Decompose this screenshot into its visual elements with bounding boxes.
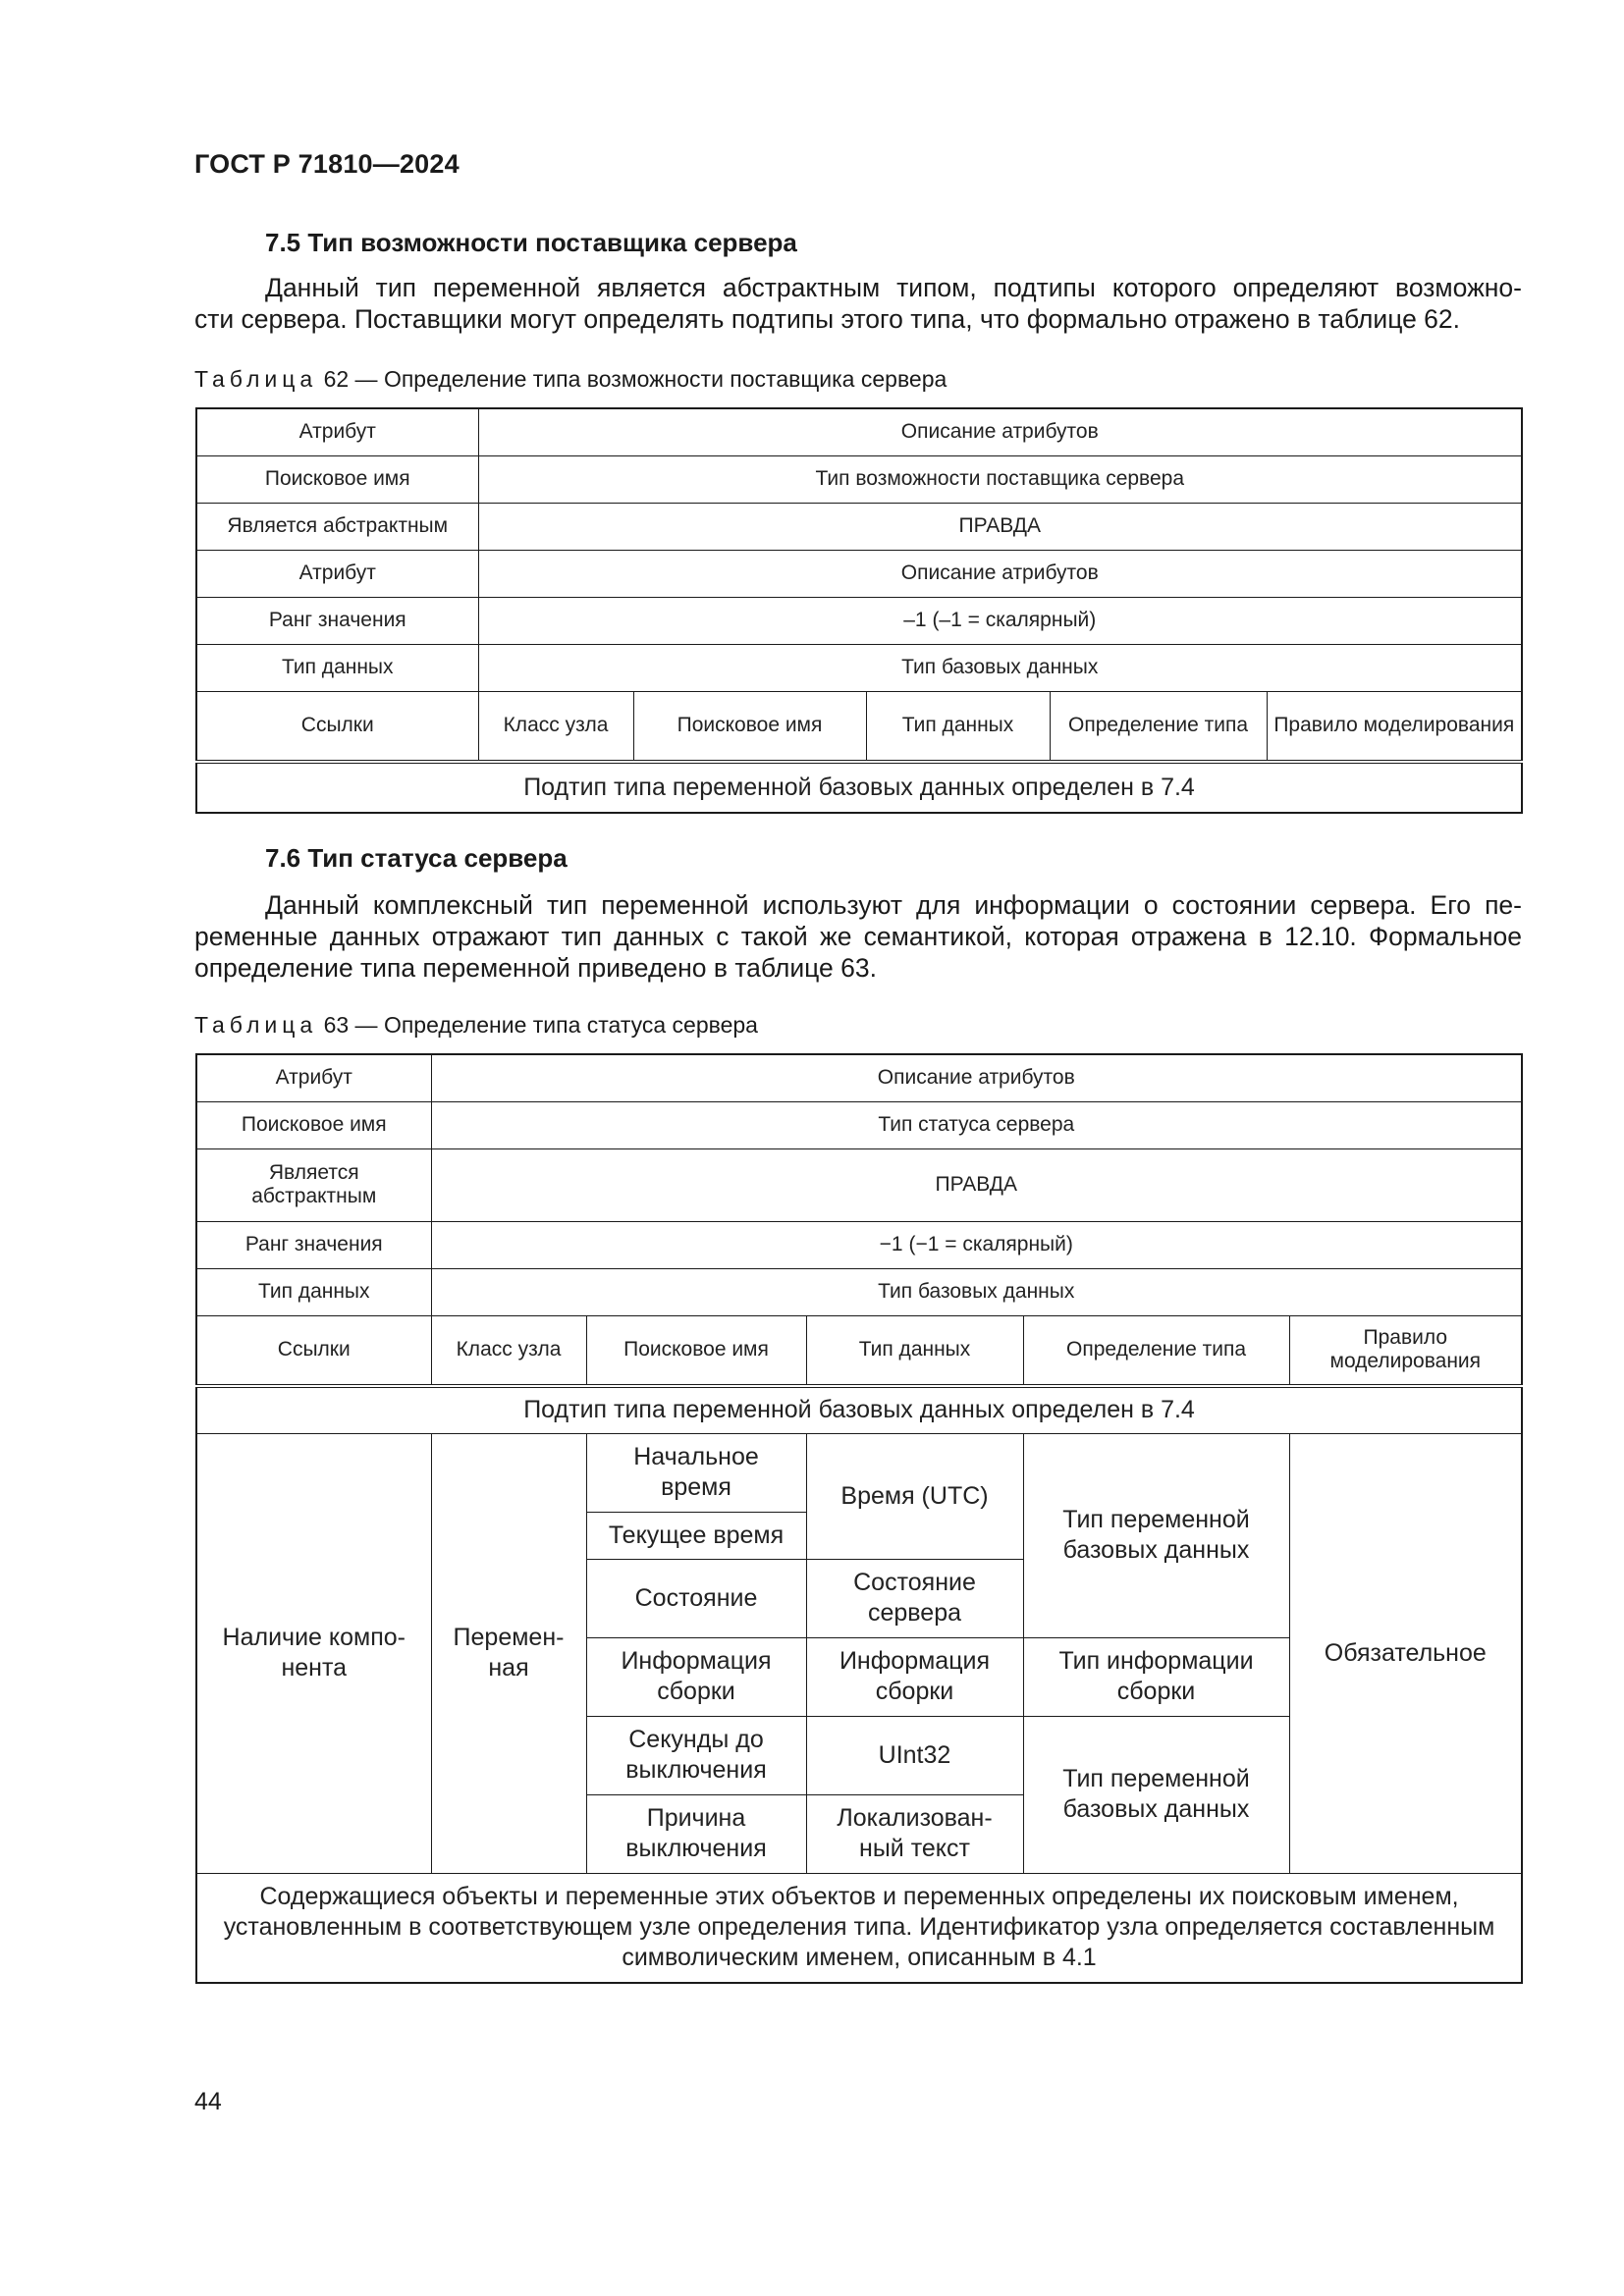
value-cell: ПРАВДА [478, 503, 1522, 550]
data-type-cell: Состояние сервера [806, 1559, 1023, 1637]
attr-cell: Тип данных [196, 644, 478, 691]
table-62 [195, 407, 1523, 814]
table-row [196, 1148, 1522, 1221]
table-footer-row [196, 762, 1522, 813]
header-cell: Тип данных [806, 1315, 1023, 1386]
table-row [196, 1054, 1522, 1101]
table-row [196, 644, 1522, 691]
paragraph-line: определение типа переменной приведено в таблице 63. [194, 953, 877, 983]
value-cell: Тип статуса сервера [431, 1101, 1522, 1148]
reference-cell: Наличие компо-нента [196, 1433, 431, 1873]
section-7-5-title: 7.5 Тип возможности поставщика сервера [265, 228, 797, 257]
table-row [196, 1221, 1522, 1268]
section-7-6-title: 7.6 Тип статуса сервера [265, 843, 568, 873]
attr-cell: Является абстрактным [196, 503, 478, 550]
attr-cell: Ранг значения [196, 597, 478, 644]
attr-cell: Является абстрактным [196, 1148, 431, 1221]
value-cell: Тип базовых данных [431, 1268, 1522, 1315]
section-7-5-paragraph [194, 272, 1522, 335]
subtype-cell: Подтип типа переменной базовых данных определен в 7.4 [196, 1386, 1522, 1433]
subtype-row [196, 1386, 1522, 1433]
browse-name-cell: Состояние [586, 1559, 806, 1637]
table-63-caption [194, 1012, 758, 1039]
table-row [196, 408, 1522, 455]
table-row [196, 1268, 1522, 1315]
header-cell: Ссылки [196, 691, 478, 762]
header-cell: Определение типа [1023, 1315, 1289, 1386]
browse-name-cell: Начальное время [586, 1433, 806, 1512]
document-header: ГОСТ Р 71810—2024 [194, 149, 460, 179]
value-cell: –1 (–1 = скалярный) [478, 597, 1522, 644]
header-cell: Тип данных [866, 691, 1050, 762]
data-type-cell: Локализован-ный текст [806, 1794, 1023, 1873]
references-header-row [196, 1315, 1522, 1386]
type-definition-cell: Тип информации сборки [1023, 1637, 1289, 1716]
header-cell: Поисковое имя [586, 1315, 806, 1386]
paragraph-line: Данный комплексный тип переменной используют для информации о состоянии сервера. Его пе- [265, 890, 1522, 920]
attr-cell: Атрибут [196, 1054, 431, 1101]
type-definition-cell: Тип переменной базовых данных [1023, 1716, 1289, 1873]
attr-cell: Тип данных [196, 1268, 431, 1315]
header-cell: Класс узла [478, 691, 633, 762]
header-cell: Ссылки [196, 1315, 431, 1386]
table-row [196, 1101, 1522, 1148]
table-row [196, 455, 1522, 503]
caption-text: 62 — Определение типа возможности поставщика сервера [323, 366, 947, 392]
footer-cell: Содержащиеся объекты и переменные этих объектов и переменных определены их поисковым именем, установленным в соответствующем узле определения типа. Идентификатор узла определяется составленным символическим именем, описанным в 4.1 [196, 1873, 1522, 1983]
header-cell: Класс узла [431, 1315, 586, 1386]
browse-name-cell: Информация сборки [586, 1637, 806, 1716]
section-7-6-paragraph [194, 889, 1522, 984]
browse-name-cell: Причина выключения [586, 1794, 806, 1873]
value-cell: Тип базовых данных [478, 644, 1522, 691]
page-number: 44 [194, 2088, 222, 2115]
header-cell: Поисковое имя [633, 691, 866, 762]
data-type-cell: Информация сборки [806, 1637, 1023, 1716]
value-cell: −1 (−1 = скалярный) [431, 1221, 1522, 1268]
value-cell: Тип возможности поставщика сервера [478, 455, 1522, 503]
type-definition-cell: Тип переменной базовых данных [1023, 1433, 1289, 1637]
paragraph-line: ременные данных отражают тип данных с такой же семантикой, которая отражена в 12.10. Формальное [194, 922, 1522, 951]
attr-cell: Атрибут [196, 550, 478, 597]
caption-text: 63 — Определение типа статуса сервера [323, 1012, 758, 1038]
value-cell: Описание атрибутов [431, 1054, 1522, 1101]
browse-name-cell: Текущее время [586, 1512, 806, 1559]
header-cell: Правило моделирования [1289, 1315, 1522, 1386]
table-row [196, 597, 1522, 644]
attr-cell: Атрибут [196, 408, 478, 455]
table-footer-row [196, 1873, 1522, 1983]
browse-name-cell: Секунды до выключения [586, 1716, 806, 1794]
value-cell: Описание атрибутов [478, 408, 1522, 455]
table-63 [195, 1053, 1523, 1984]
references-header-row [196, 691, 1522, 762]
caption-word: Таблица [194, 366, 318, 392]
attr-cell: Поисковое имя [196, 455, 478, 503]
node-class-cell: Перемен-ная [431, 1433, 586, 1873]
data-type-cell: UInt32 [806, 1716, 1023, 1794]
attr-cell: Ранг значения [196, 1221, 431, 1268]
caption-word: Таблица [194, 1012, 318, 1038]
table-62-caption [194, 366, 947, 393]
component-row [196, 1433, 1522, 1512]
attr-cell: Поисковое имя [196, 1101, 431, 1148]
paragraph-line: сти сервера. Поставщики могут определять подтипы этого типа, что формально отражено в таблице 62. [194, 304, 1461, 334]
value-cell: Описание атрибутов [478, 550, 1522, 597]
footer-cell: Подтип типа переменной базовых данных определен в 7.4 [196, 762, 1522, 813]
data-type-cell: Время (UTC) [806, 1433, 1023, 1559]
table-row [196, 550, 1522, 597]
header-cell: Определение типа [1050, 691, 1267, 762]
value-cell: ПРАВДА [431, 1148, 1522, 1221]
header-cell: Правило моделирования [1267, 691, 1522, 762]
paragraph-line: Данный тип переменной является абстрактным типом, подтипы которого определяют возможно- [265, 273, 1522, 302]
modelling-rule-cell: Обязательное [1289, 1433, 1522, 1873]
table-row [196, 503, 1522, 550]
